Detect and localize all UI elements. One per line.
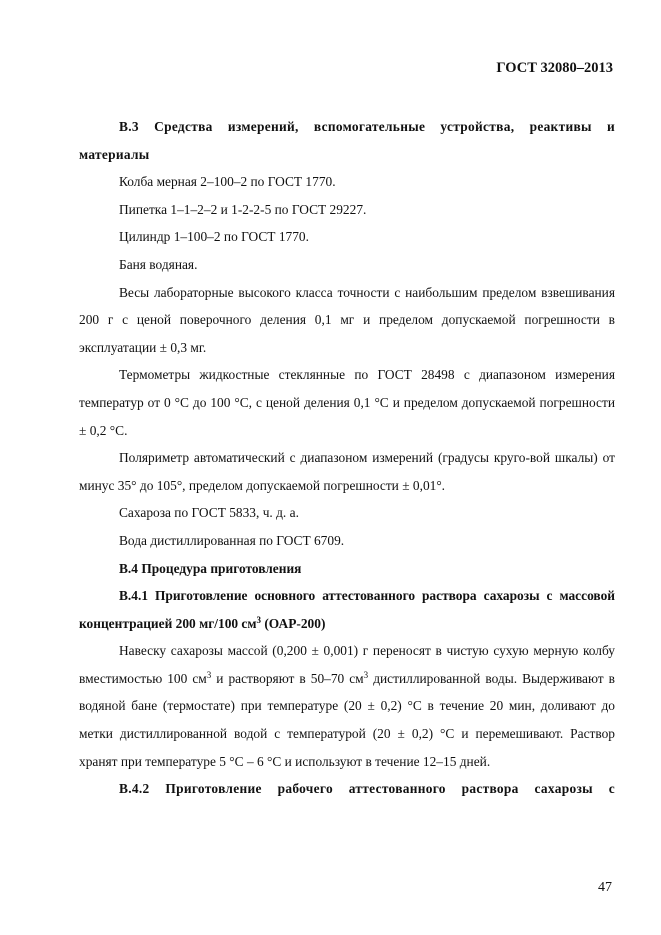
section-heading-b3: В.3 Средства измерений, вспомогательные устройства, реактивы и материалы [79,119,615,162]
equipment-item: Колба мерная 2–100–2 по ГОСТ 1770. [119,174,336,190]
subsection-heading-b42: В.4.2 Приготовление рабочего аттестованного раствора сахарозы с [119,781,615,797]
equipment-item: Сахароза по ГОСТ 5833, ч. д. а. [119,505,299,521]
document-body [79,113,615,803]
superscript: 3 [363,669,369,680]
subsection-heading-b41-tail: (ОАР-200) [261,615,326,631]
superscript: 3 [206,669,212,680]
document-code-header: ГОСТ 32080–2013 [496,60,613,76]
equipment-item: Вода дистиллированная по ГОСТ 6709. [119,532,345,548]
subsection-heading-b41 [79,582,615,637]
equipment-item: Цилиндр 1–100–2 по ГОСТ 1770. [119,229,309,245]
procedure-paragraph [79,637,615,775]
superscript: 3 [256,614,261,625]
equipment-item: Термометры жидкостные стеклянные по ГОСТ 28498 с диапазоном измерения температур от 0 °С до 100 °С, с ценой деления 0,1 °С и пределом допускаемой погрешности ± 0,2 °С. [79,367,615,438]
equipment-item: Поляриметр автоматический с диапазоном измерений (градусы круго-вой шкалы) от минус 35° до 105°, пределом допускаемой погрешности ± 0,01°. [79,450,615,493]
page-number: 47 [598,880,612,895]
procedure-text: и растворяют в 50–70 см [211,670,364,686]
equipment-item: Пипетка 1–1–2–2 и 1-2-2-5 по ГОСТ 29227. [119,201,367,217]
procedure-text: дистиллированной воды. Выдерживают в водяной бане (термостате) при температуре (20 ± 0,2) °С в течение 20 мин, доливают до метки дистиллированной водой с температурой (20 ± 0,2) °С и перемешивают. Раствор хранят при температуре 5 °С – 6 °С и используют в течение 12–15 дней. [79,670,615,769]
subsection-heading-b41-main: В.4.1 Приготовление основного аттестованного раствора сахарозы с массовой концентрацией 200 мг/100 см [79,588,615,631]
section-heading-b4: В.4 Процедура приготовления [119,560,302,576]
procedure-text: Навеску сахарозы массой (0,200 ± 0,001) г переносят в чистую сухую мерную колбу вместимостью 100 см [79,643,615,686]
equipment-item: Баня водяная. [119,256,198,272]
equipment-item: Весы лабораторные высокого класса точности с наибольшим пределом взвешивания 200 г с ценой поверочного деления 0,1 мг и пределом допускаемой погрешности в эксплуатации ± 0,3 мг. [79,284,615,355]
